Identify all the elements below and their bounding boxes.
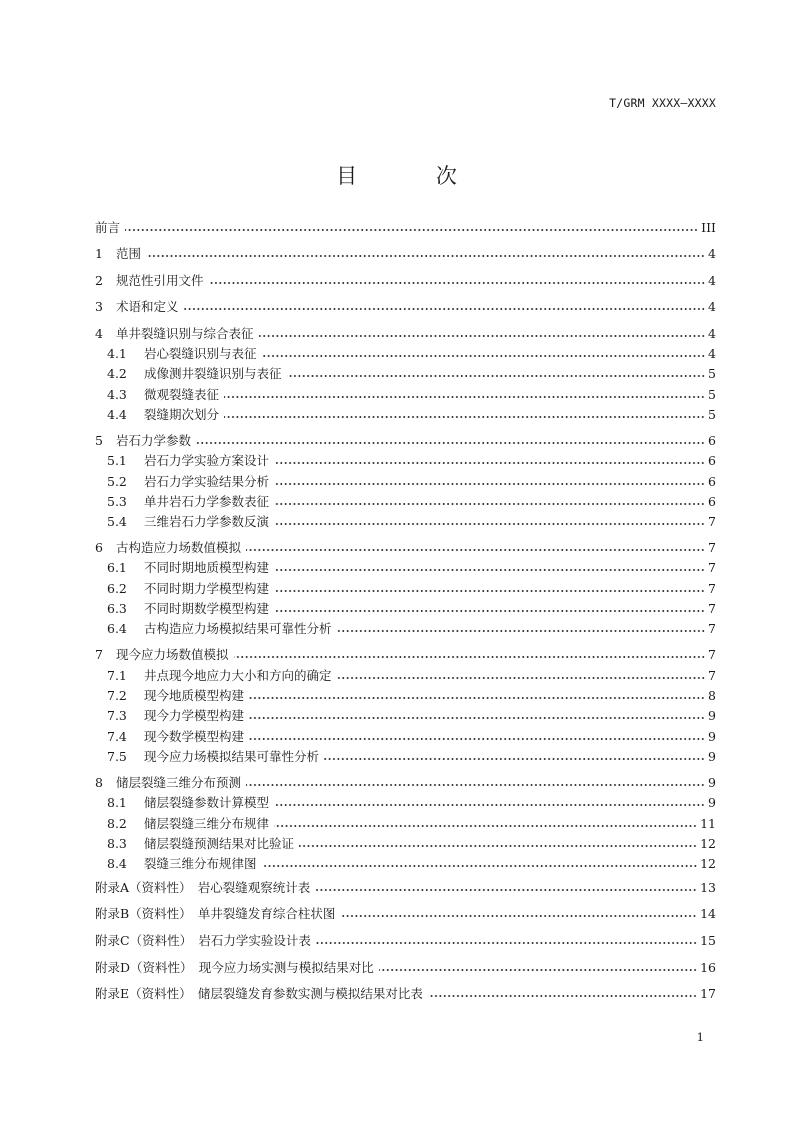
- toc-entry-label: 微观裂缝表征: [144, 387, 220, 402]
- toc-entry[interactable]: [95, 904, 716, 924]
- toc-entry-page: 17: [700, 986, 716, 1001]
- dot-leader: [196, 442, 705, 444]
- toc-entry-number: 1: [95, 246, 103, 261]
- dot-leader: [246, 549, 705, 551]
- toc-entry-label: 储层裂缝参数计算模型: [144, 795, 270, 810]
- toc-entry-number: 2: [95, 273, 103, 288]
- toc-entry-page: 7: [708, 668, 716, 683]
- toc-entry-label: 裂缝三维分布规律图: [144, 856, 257, 871]
- dot-leader: [428, 995, 697, 997]
- toc-entry-label: 范围: [116, 246, 142, 261]
- dot-leader: [224, 416, 705, 418]
- dot-leader: [299, 845, 697, 847]
- toc-entry-label: 岩石力学参数: [116, 433, 192, 448]
- toc-entry[interactable]: [107, 472, 716, 492]
- toc-entry[interactable]: [107, 558, 716, 578]
- toc-entry-number: 7.2: [107, 688, 127, 703]
- page-number: 1: [696, 1030, 704, 1044]
- toc-entry[interactable]: [107, 686, 716, 706]
- dot-leader: [287, 375, 705, 377]
- toc-entry[interactable]: [95, 878, 716, 898]
- toc-entry[interactable]: [107, 385, 716, 405]
- toc-entry-number: 7.4: [107, 729, 127, 744]
- toc-entry-label: 不同时期地质模型构建: [144, 560, 270, 575]
- dot-leader: [274, 610, 705, 612]
- dot-leader: [249, 738, 705, 740]
- toc-entry-label: 储层裂缝三维分布规律: [144, 816, 270, 831]
- toc-entry-label: 裂缝期次划分: [144, 407, 220, 422]
- toc-entry-page: 4: [708, 273, 716, 288]
- dot-leader: [274, 483, 705, 485]
- toc-entry-page: 5: [708, 407, 716, 422]
- toc-entry-label: 不同时期数学模型构建: [144, 601, 270, 616]
- toc-entry-label: 古构造应力场模拟结果可靠性分析: [144, 621, 332, 636]
- toc-entry-label: 单井裂缝识别与综合表征: [116, 326, 254, 341]
- toc-entry-page: 4: [708, 299, 716, 314]
- toc-entry-page: 4: [708, 246, 716, 261]
- dot-leader: [234, 656, 705, 658]
- toc-entry-number: 6.2: [107, 581, 127, 596]
- toc-entry-page: 11: [700, 816, 716, 831]
- dot-leader: [379, 969, 697, 971]
- toc-entry-label: 现今地质模型构建: [144, 688, 245, 703]
- toc-entry-label: 不同时期力学模型构建: [144, 581, 270, 596]
- toc-entry-page: 16: [700, 960, 716, 975]
- toc-entry-page: 5: [708, 366, 716, 381]
- toc-entry-page: 12: [700, 856, 716, 871]
- dot-leader: [184, 308, 705, 310]
- toc-entry[interactable]: [107, 599, 716, 619]
- toc-entry-page: 6: [708, 453, 716, 468]
- toc-entry-page: 7: [708, 514, 716, 529]
- dot-leader: [249, 717, 705, 719]
- toc-entry-page: 7: [708, 581, 716, 596]
- toc-entry-label: 附录E（资料性） 储层裂缝发育参数实测与模拟结果对比表: [95, 986, 423, 1001]
- dot-leader: [209, 282, 705, 284]
- toc-entry[interactable]: [107, 364, 716, 384]
- toc-entry[interactable]: [107, 793, 716, 813]
- toc-entry[interactable]: [107, 492, 716, 512]
- toc-entry-number: 5.3: [107, 494, 127, 509]
- toc-entry-label: 现今数学模型构建: [144, 729, 245, 744]
- toc-entry[interactable]: [107, 666, 716, 686]
- toc-entry[interactable]: [95, 645, 716, 665]
- toc-entry-label: 岩石力学实验方案设计: [144, 453, 270, 468]
- toc-entry[interactable]: [107, 619, 716, 639]
- toc-entry[interactable]: [95, 297, 716, 317]
- toc-entry[interactable]: [107, 834, 716, 854]
- toc-entry-label: 成像测井裂缝识别与表征: [144, 366, 282, 381]
- toc-entry-label: 现今力学模型构建: [144, 708, 245, 723]
- toc-entry[interactable]: [95, 984, 716, 1004]
- toc-entry-label: 现今应力场数值模拟: [116, 647, 229, 662]
- toc-entry-label: 附录B（资料性） 单井裂缝发育综合柱状图: [95, 906, 336, 921]
- toc-entry-label: 前言: [95, 220, 121, 235]
- toc-entry-page: 7: [708, 621, 716, 636]
- dot-leader: [146, 255, 705, 257]
- toc-entry-label: 古构造应力场数值模拟: [116, 540, 242, 555]
- toc-entry[interactable]: [107, 814, 716, 834]
- toc-entry[interactable]: [107, 579, 716, 599]
- toc-entry-number: 8.2: [107, 816, 127, 831]
- dot-leader: [246, 784, 705, 786]
- toc-entry-number: 6: [95, 540, 103, 555]
- toc-entry[interactable]: [95, 324, 716, 344]
- toc-entry-number: 4.4: [107, 407, 127, 422]
- dot-leader: [125, 229, 698, 231]
- toc-entry-number: 5: [95, 433, 103, 448]
- toc-entry[interactable]: [107, 706, 716, 726]
- toc-entry-number: 5.4: [107, 514, 127, 529]
- toc-entry-page: 12: [700, 836, 716, 851]
- toc-entry-page: 7: [708, 540, 716, 555]
- toc-entry-page: 8: [708, 688, 716, 703]
- toc-entry-label: 岩心裂缝识别与表征: [144, 346, 257, 361]
- dot-leader: [324, 758, 705, 760]
- toc-entry-number: 6.4: [107, 621, 127, 636]
- dot-leader: [249, 697, 705, 699]
- dot-leader: [337, 677, 705, 679]
- toc-entry-label: 单井岩石力学参数表征: [144, 494, 270, 509]
- toc-entry-label: 储层裂缝三维分布预测: [116, 775, 242, 790]
- toc-entry-label: 附录A（资料性） 岩心裂缝观察统计表: [95, 880, 311, 895]
- toc-entry-page: 9: [708, 708, 716, 723]
- toc-entry-number: 5.2: [107, 474, 127, 489]
- toc-entry-number: 8: [95, 775, 103, 790]
- toc-entry[interactable]: [107, 344, 716, 364]
- toc-entry[interactable]: [95, 244, 716, 264]
- dot-leader: [337, 630, 705, 632]
- dot-leader: [274, 503, 705, 505]
- dot-leader: [274, 590, 705, 592]
- dot-leader: [262, 355, 705, 357]
- toc-entry-label: 岩石力学实验结果分析: [144, 474, 270, 489]
- toc-entry-label: 现今应力场模拟结果可靠性分析: [144, 749, 320, 764]
- toc-entry-page: 6: [708, 474, 716, 489]
- toc-entry-label: 附录C（资料性） 岩石力学实验设计表: [95, 933, 311, 948]
- toc-entry-page: 7: [708, 560, 716, 575]
- dot-leader: [274, 523, 705, 525]
- toc-entry-page: 6: [708, 494, 716, 509]
- toc-entry-number: 7.5: [107, 749, 127, 764]
- toc-entry-page: 14: [700, 906, 716, 921]
- toc-entry-page: 15: [700, 933, 716, 948]
- toc-entry-number: 7.3: [107, 708, 127, 723]
- toc-entry[interactable]: [107, 727, 716, 747]
- toc-entry-page: 9: [708, 729, 716, 744]
- toc-entry[interactable]: [95, 958, 716, 978]
- toc-entry[interactable]: [107, 405, 716, 425]
- toc-entry-label: 术语和定义: [116, 299, 179, 314]
- toc-entry-label: 附录D（资料性） 现今应力场实测与模拟结果对比: [95, 960, 374, 975]
- toc-entry-page: 9: [708, 775, 716, 790]
- dot-leader: [340, 915, 697, 917]
- toc-entry[interactable]: [95, 218, 716, 238]
- toc-entry-number: 4.2: [107, 366, 127, 381]
- toc-entry-number: 7.1: [107, 668, 127, 683]
- toc-entry-page: 4: [708, 326, 716, 341]
- toc-entry-number: 7: [95, 647, 103, 662]
- toc-title: 目 次: [336, 164, 493, 188]
- toc-entry-number: 8.4: [107, 856, 127, 871]
- toc-entry[interactable]: [107, 854, 716, 874]
- dot-leader: [274, 825, 697, 827]
- toc-entry-page: 7: [708, 601, 716, 616]
- document-code: T/GRM XXXX—XXXX: [609, 96, 716, 110]
- toc-entry-number: 8.3: [107, 836, 127, 851]
- toc-entry-label: 规范性引用文件: [116, 273, 204, 288]
- dot-leader: [274, 462, 705, 464]
- toc-entry-label: 储层裂缝预测结果对比验证: [144, 836, 295, 851]
- toc-entry-page: 9: [708, 749, 716, 764]
- toc-entry-label: 井点现今地应力大小和方向的确定: [144, 668, 332, 683]
- toc-entry-number: 4.3: [107, 387, 127, 402]
- toc-entry-number: 5.1: [107, 453, 127, 468]
- toc-entry-number: 6.1: [107, 560, 127, 575]
- toc-entry-page: 9: [708, 795, 716, 810]
- toc-entry-page: 4: [708, 346, 716, 361]
- toc-entry[interactable]: [95, 271, 716, 291]
- dot-leader: [259, 335, 705, 337]
- toc-entry-number: 8.1: [107, 795, 127, 810]
- toc-entry[interactable]: [95, 538, 716, 558]
- toc-entry-page: 7: [708, 647, 716, 662]
- toc-entry-page: III: [701, 220, 716, 235]
- dot-leader: [274, 804, 705, 806]
- toc-entry[interactable]: [107, 512, 716, 532]
- toc-entry[interactable]: [95, 431, 716, 451]
- toc-entry[interactable]: [107, 747, 716, 767]
- toc-entry[interactable]: [95, 773, 716, 793]
- toc-entry-page: 13: [700, 880, 716, 895]
- toc-entry[interactable]: [107, 451, 716, 471]
- toc-entry-number: 4: [95, 326, 103, 341]
- toc-entry-number: 6.3: [107, 601, 127, 616]
- toc-entry[interactable]: [95, 931, 716, 951]
- dot-leader: [316, 942, 697, 944]
- dot-leader: [262, 865, 698, 867]
- dot-leader: [315, 889, 697, 891]
- toc-entry-page: 6: [708, 433, 716, 448]
- toc-entry-number: 4.1: [107, 346, 127, 361]
- toc-entry-label: 三维岩石力学参数反演: [144, 514, 270, 529]
- toc-entry-number: 3: [95, 299, 103, 314]
- toc-entry-page: 5: [708, 387, 716, 402]
- dot-leader: [224, 396, 705, 398]
- dot-leader: [274, 569, 705, 571]
